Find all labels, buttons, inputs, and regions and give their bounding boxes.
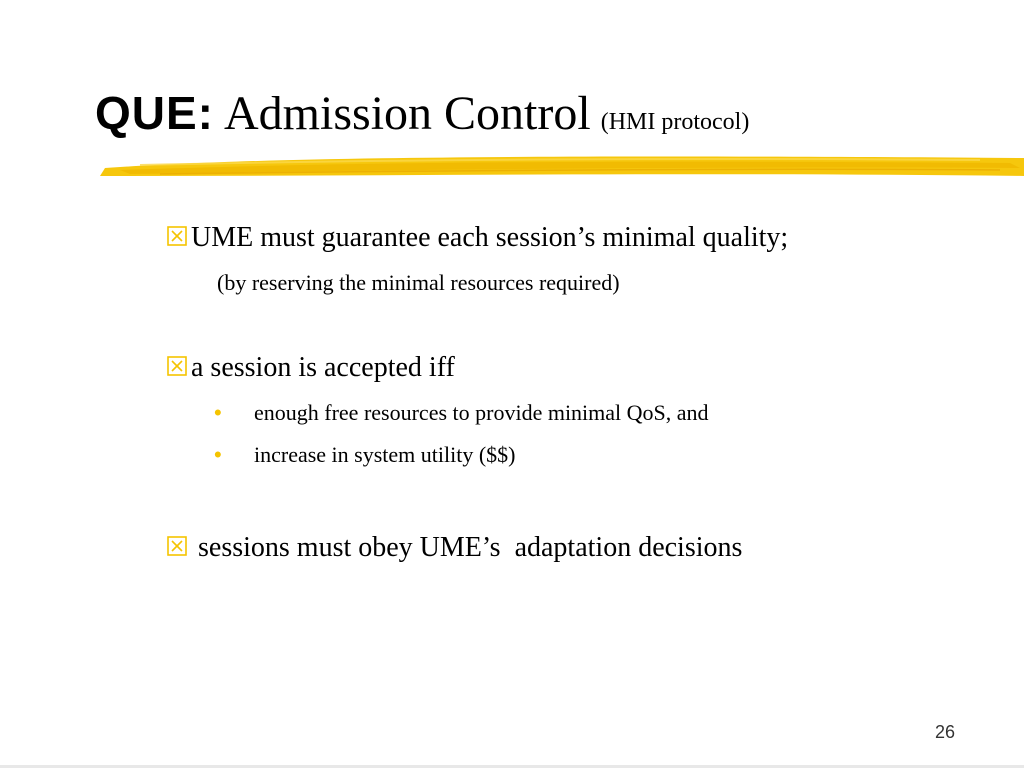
bullet-item-3	[167, 532, 742, 564]
checkbox-x-icon	[167, 226, 187, 246]
title-prefix: QUE:	[95, 87, 214, 139]
sub-bullet-item	[214, 442, 516, 468]
bullet-item-1	[167, 222, 788, 254]
checkbox-x-icon	[167, 356, 187, 376]
sub-bullet-text: enough free resources to provide minimal QoS, and	[254, 400, 709, 425]
dot-icon: •	[214, 442, 222, 467]
bullet-text: sessions must obey UME’s adaptation decisions	[191, 532, 743, 563]
slide-title	[95, 86, 749, 141]
bullet-item-2	[167, 352, 455, 384]
dot-icon: •	[214, 400, 222, 425]
page-number: 26	[935, 722, 956, 742]
title-brush-underline	[100, 150, 1024, 190]
checkbox-x-icon	[167, 536, 187, 556]
sub-bullet-text: increase in system utility ($$)	[254, 442, 516, 467]
bullet-note: (by reserving the minimal resources required)	[217, 270, 620, 295]
bullet-text: UME must guarantee each session’s minimal quality;	[191, 222, 789, 253]
bullet-text: a session is accepted iff	[191, 352, 455, 383]
title-main: Admission Control	[224, 87, 591, 140]
sub-bullet-item	[214, 400, 709, 426]
title-subtitle: (HMI protocol)	[600, 109, 750, 135]
